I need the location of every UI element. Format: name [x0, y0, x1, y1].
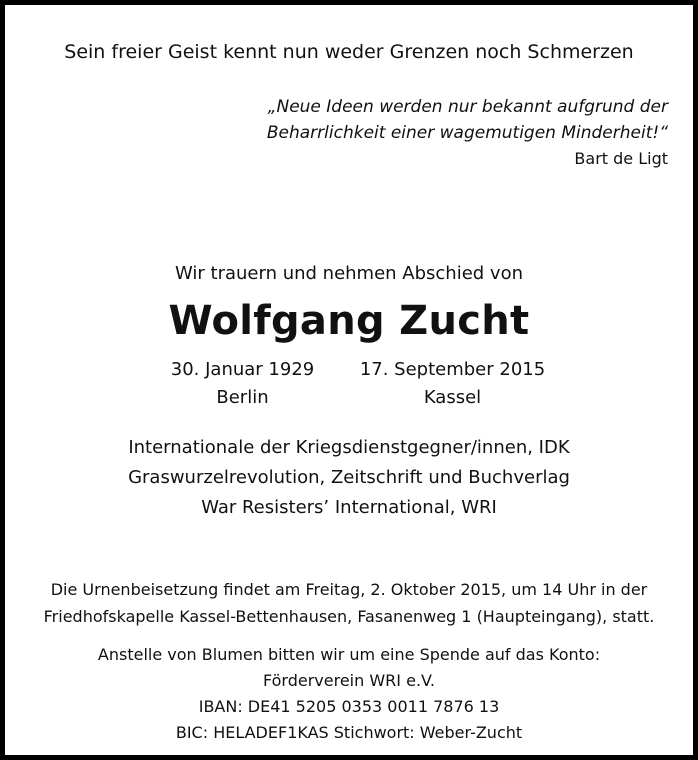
intro-text: Wir trauern und nehmen Abschied von	[174, 263, 524, 284]
organizations	[5, 433, 693, 523]
motto: Sein freier Geist kennt nun weder Grenzen noch Schmerzen	[64, 41, 634, 63]
death-place: Kassel	[423, 387, 482, 408]
donation-line: IBAN: DE41 5205 0353 0011 7876 13	[198, 697, 500, 716]
donation-line: BIC: HELADEF1KAS Stichwort: Weber-Zucht	[175, 723, 523, 742]
donation-line: Anstelle von Blumen bitten wir um eine Spende auf das Konto:	[97, 645, 601, 664]
funeral-info	[5, 576, 693, 630]
death-info	[350, 356, 555, 412]
birth-place: Berlin	[216, 387, 269, 408]
quote-line: Beharrlichkeit einer wagemutigen Minderheit!“	[266, 123, 668, 143]
quote-author: Bart de Ligt	[574, 149, 668, 168]
quote	[267, 94, 668, 146]
funeral-line: Die Urnenbeisetzung findet am Freitag, 2. Oktober 2015, um 14 Uhr in der	[50, 580, 648, 599]
birth-date: 30. Januar 1929	[170, 359, 315, 380]
organization-line: Internationale der Kriegsdienstgegner/innen, IDK	[128, 437, 570, 458]
deceased-name: Wolfgang Zucht	[168, 298, 530, 344]
quote-line: „Neue Ideen werden nur bekannt aufgrund der	[267, 97, 668, 117]
funeral-line: Friedhofskapelle Kassel-Bettenhausen, Fasanenweg 1 (Haupteingang), statt.	[43, 607, 655, 626]
organization-line: Graswurzelrevolution, Zeitschrift und Buchverlag	[128, 467, 570, 488]
death-date: 17. September 2015	[359, 359, 546, 380]
donation-info	[5, 642, 693, 746]
donation-line: Förderverein WRI e.V.	[263, 671, 435, 690]
birth-info	[150, 356, 335, 412]
organization-line: War Resisters’ International, WRI	[201, 497, 497, 518]
